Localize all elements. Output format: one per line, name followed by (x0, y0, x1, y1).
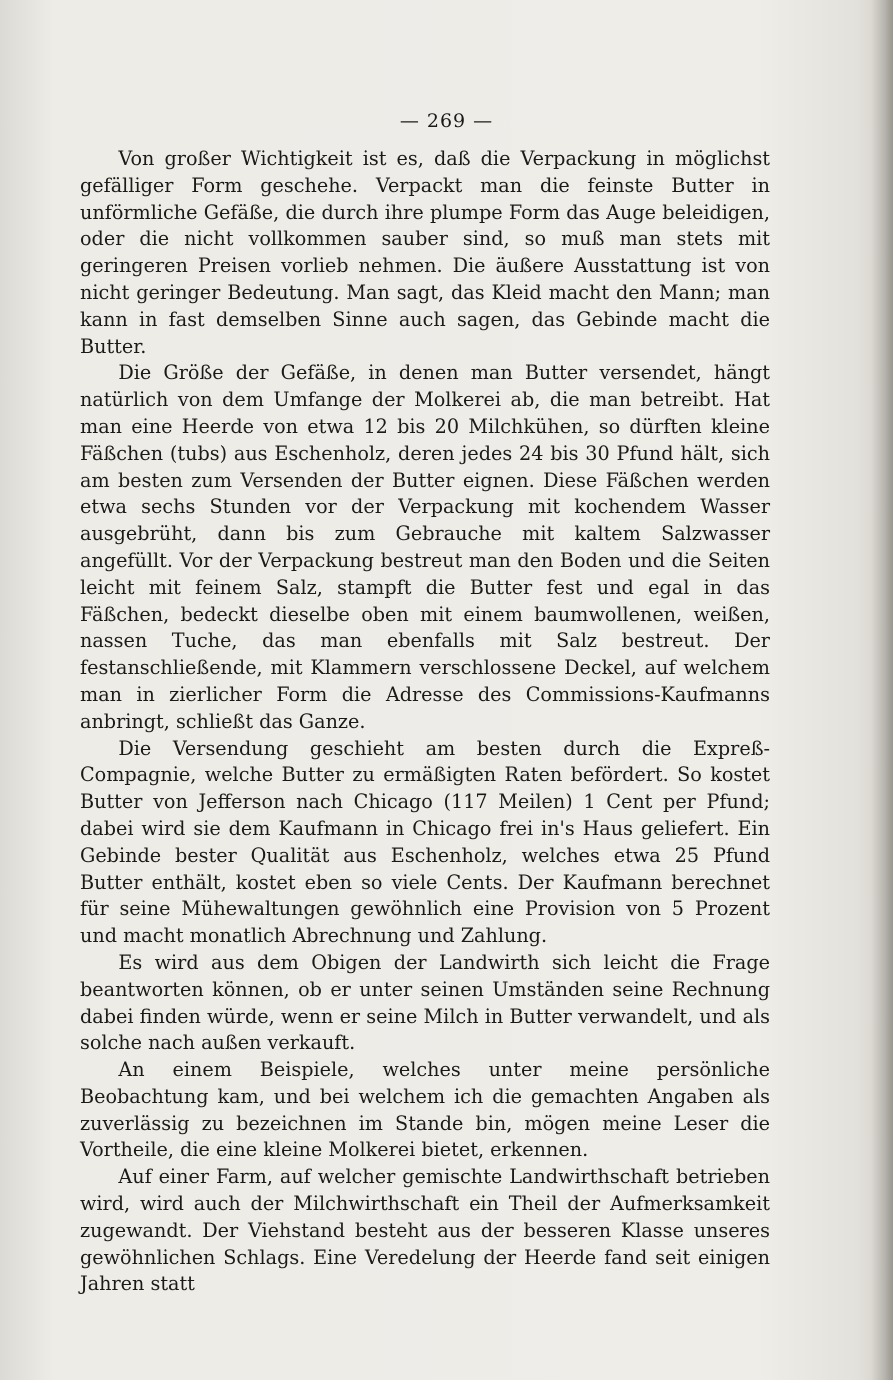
paragraph-packaging: Von großer Wichtigkeit ist es, daß die Verpackung in möglichst gefälliger Form geschehe. Verpackt man die feinste Butter in unförmliche Gefäße, die durch ihre plumpe Form das Auge beleidigen, oder die nicht vollkommen sauber sind, so muß man stets mit geringeren Preisen vorlieb nehmen. Die äußere Ausstattung ist von nicht geringer Bedeutung. Man sagt, das Kleid macht den Mann; man kann in fast demselben Sinne auch sagen, das Gebinde macht die Butter. (80, 147, 770, 358)
page-number: — 269 — (399, 110, 494, 132)
body-text (80, 146, 770, 1298)
paragraph-farm-description: Auf einer Farm, auf welcher gemischte Landwirthschaft betrieben wird, wird auch der Milchwirthschaft ein Theil der Aufmerksamkeit zugewandt. Der Viehstand besteht aus der besseren Klasse unseres gewöhnlichen Schlags. Eine Veredelung der Heerde fand seit einigen Jahren statt (80, 1165, 770, 1296)
paragraph-example-intro: An einem Beispiele, welches unter meine persönliche Beobachtung kam, und bei welchem ich die gemachten Angaben als zuverlässig zu bezeichnen im Stande bin, mögen meine Leser die Vortheile, die eine kleine Molkerei bietet, erkennen. (80, 1058, 770, 1162)
paragraph-shipping: Die Versendung geschieht am besten durch die Expreß-Compagnie, welche Butter zu ermäßigten Raten befördert. So kostet Butter von Jefferson nach Chicago (117 Meilen) 1 Cent per Pfund; dabei wird sie dem Kaufmann in Chicago frei in's Haus geliefert. Ein Gebinde bester Qualität aus Eschenholz, welches etwa 25 Pfund Butter enthält, kostet eben so viele Cents. Der Kaufmann berechnet für seine Mühewaltungen gewöhnlich eine Provision von 5 Prozent und macht monatlich Abrechnung und Zahlung. (80, 736, 770, 948)
binding-shadow (871, 0, 893, 1380)
paragraph-vessel-size: Die Größe der Gefäße, in denen man Butter versendet, hängt natürlich von dem Umfange der Molkerei ab, die man betreibt. Hat man eine Heerde von etwa 12 bis 20 Milchkühen, so dürften kleine Fäßchen (tubs) aus Eschenholz, deren jedes 24 bis 30 Pfund hält, sich am besten zum Versenden der Butter eignen. Diese Fäßchen werden etwa sechs Stunden vor der Verpackung mit kochendem Wasser ausgebrüht, dann bis zum Gebrauche mit kaltem Salzwasser angefüllt. Vor der Verpackung bestreut man den Boden und die Seiten leicht mit feinem Salz, stampft die Butter fest und egal in das Fäßchen, bedeckt dieselbe oben mit einem baumwollenen, weißen, nassen Tuche, das man ebenfalls mit Salz bestreut. Der festanschließende, mit Klammern verschlossene Deckel, auf welchem man in zierlicher Form die Adresse des Commissions-Kaufmanns anbringt, schließt das Ganze. (80, 361, 770, 733)
paragraph-conclusion: Es wird aus dem Obigen der Landwirth sich leicht die Frage beantworten können, ob er unter seinen Umständen seine Rechnung dabei finden würde, wenn er seine Milch in Butter verwandelt, und als solche nach außen verkauft. (80, 950, 770, 1055)
